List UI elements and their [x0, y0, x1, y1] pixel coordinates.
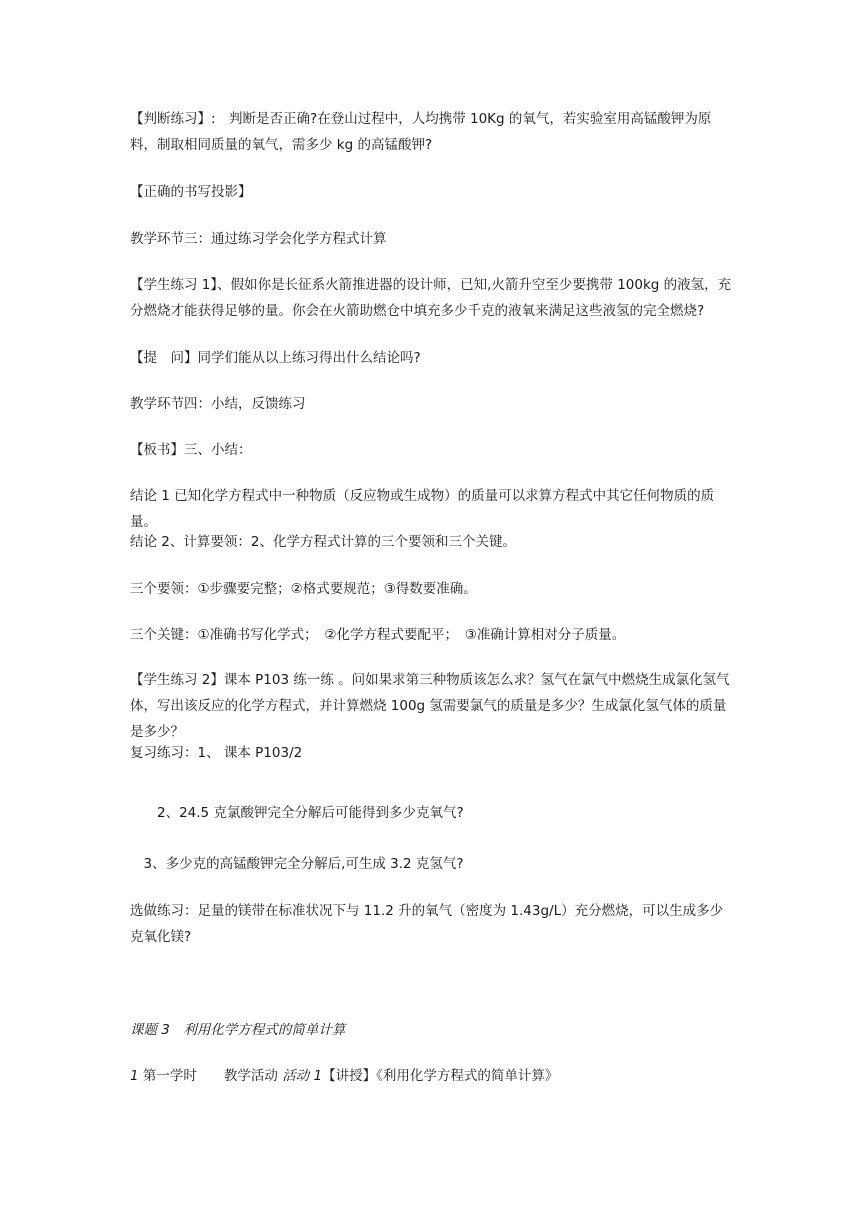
student-exercise-1: 【学生练习 1】、假如你是长征系火箭推进器的设计师，已知,火箭升空至少要携带 100kg 的液氢，充分燃烧才能获得足够的量。你会在火箭助燃仓中填充多少千克的液氧来满足这些液氢的完全燃烧? [130, 277, 732, 319]
lesson-activity-line [130, 1063, 735, 1089]
optional-exercise: 选做练习：足量的镁带在标准状况下与 11.2 升的氧气（密度为 1.43g/L）充分燃烧，可以生成多少克氧化镁? [130, 903, 724, 945]
conclusion-2: 结论 2、计算要领：2、化学方程式计算的三个要领和三个关键。 [130, 534, 516, 550]
lesson-period-label: 第一学时 教学活动 [138, 1068, 283, 1084]
conclusion-1: 结论 1 已知化学方程式中一种物质（反应物或生成物）的质量可以求算方程式中其它任何物质的质量。 [130, 488, 715, 530]
review-exercise-1: 复习练习：1、 课本 P103/2 [130, 745, 303, 761]
review-exercise-2: 2、24.5 克氯酸钾完全分解后可能得到多少克氧气? [130, 805, 464, 821]
activity-title: 【讲授】《利用化学方程式的简单计算》 [322, 1068, 559, 1084]
projection-heading: 【正确的书写投影】 [130, 184, 252, 200]
three-essentials: 三个要领：①步骤要完整；②格式要规范；③得数要准确。 [130, 581, 477, 597]
teaching-step-4: 教学环节四：小结，反馈练习 [130, 396, 306, 412]
lesson-title: 课题 3 利用化学方程式的简单计算 [130, 1022, 346, 1038]
three-keys: 三个关键：①准确书写化学式； ②化学方程式要配平； ③准确计算相对分子质量。 [130, 627, 626, 643]
review-exercise-3: 3、多少克的高锰酸钾完全分解后,可生成 3.2 克氢气? [130, 856, 464, 872]
lesson-number: 1 [130, 1068, 139, 1084]
board-summary: 【板书】三、小结： [130, 442, 252, 458]
judgment-exercise: 【判断练习】: 判断是否正确?在登山过程中，人均携带 10Kg 的氧气，若实验室用高锰酸钾为原料，制取相同质量的氧气，需多少 kg 的高锰酸钾? [130, 111, 712, 153]
teaching-step-3: 教学环节三：通过练习学会化学方程式计算 [130, 231, 387, 247]
activity-label: 活动 1 [282, 1068, 323, 1084]
question-prompt: 【提 问】同学们能从以上练习得出什么结论吗? [130, 350, 421, 366]
student-exercise-2: 【学生练习 2】课本 P103 练一练 。问如果求第三种物质该怎么求？氢气在氯气中燃烧生成氯化氢气体，写出该反应的化学方程式，并计算燃烧 100g 氢需要氯气的质量是多少？生成氯化氢气体的质量是多少？ [130, 672, 730, 740]
